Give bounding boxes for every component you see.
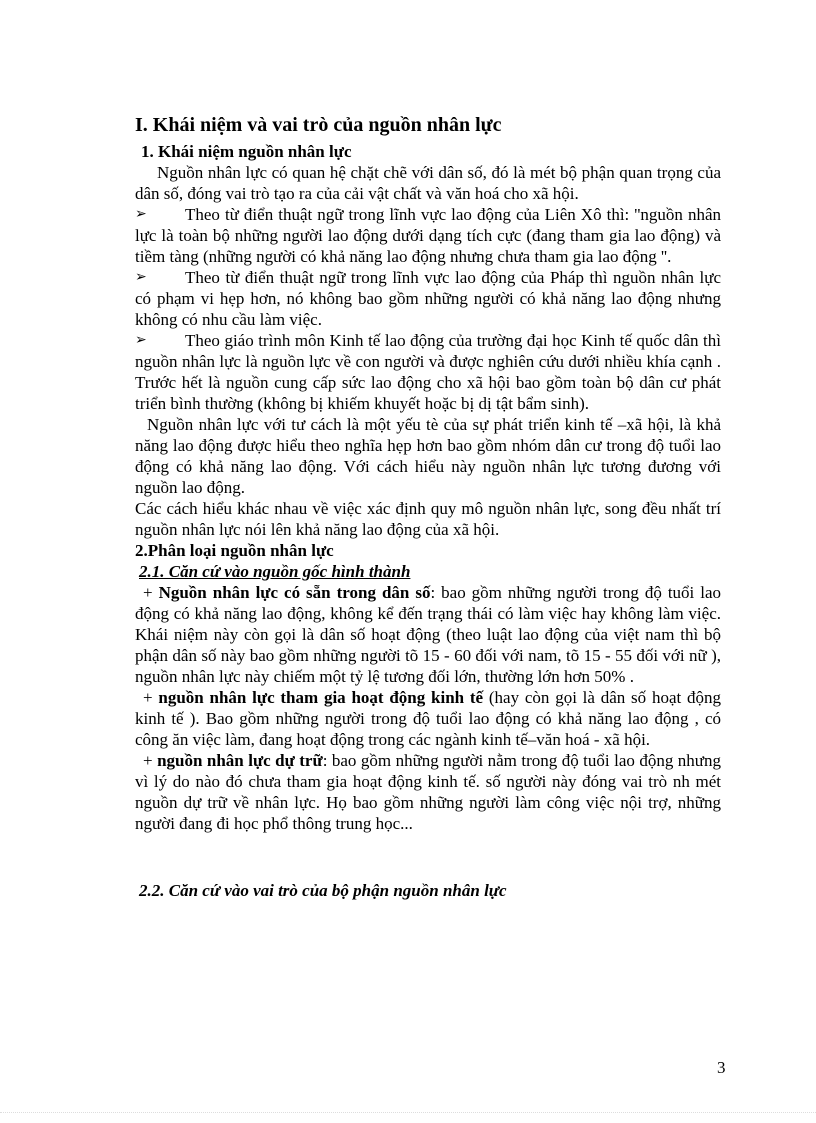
section-2-title: 2.Phân loại nguồn nhân lực: [135, 541, 334, 560]
spacer: [135, 834, 721, 880]
section-1-title: 1. Khái niệm nguồn nhân lực: [141, 142, 352, 161]
item-2-text: (hay còn gọi là dân số hoạt động kinh tế ). Bao gồm những người trong độ tuổi lao động có khả năng lao động , có công ăn việc làm, đang hoạt động trong các ngành kinh tế–văn hoá - xã hội.: [135, 688, 721, 749]
page-number: 3: [717, 1058, 726, 1077]
bullet-item-1: [135, 204, 721, 267]
classification-item-3: [135, 750, 721, 834]
item-3-term: nguồn nhân lực dự trữ: [157, 751, 323, 770]
section-1-paragraph-2: Nguồn nhân lực với tư cách là một yếu tè của sự phát triển kinh tế –xã hội, là khả năng lao động được hiểu theo nghĩa hẹp hơn bao gồm nhóm dân cư trong độ tuổi lao động có khả năng lao động. Với cách hiểu này nguồn nhân lực tương đương với nguồn lao động.: [135, 415, 721, 497]
subsection-2-2-title: 2.2. Căn cứ vào vai trò của bộ phận nguồn nhân lực: [139, 881, 507, 900]
plus-marker: +: [143, 688, 153, 707]
bullet-text-2: Theo từ điển thuật ngữ trong lĩnh vực lao động của Pháp thì nguồn nhân lực có phạm vi hẹp hơn, nó không bao gồm những người có khả năng lao động nhưng không có nhu cầu làm việc.: [135, 268, 721, 329]
section-1-paragraph-3: Các cách hiểu khác nhau về việc xác định quy mô nguồn nhân lực, song đều nhất trí nguồn nhân lực nói lên khả năng lao động của xã hội.: [135, 499, 721, 539]
bullet-text-1: Theo từ điển thuật ngữ trong lĩnh vực lao động của Liên Xô thì: ''nguồn nhân lực là toàn bộ những người lao động dưới dạng tích cực (đang tham gia lao động) và tiềm tàng (những người có khả năng lao động nhưng chưa tham gia lao động ''.: [135, 205, 721, 266]
arrow-bullet-icon: ➢: [135, 207, 147, 222]
bullet-text-3: Theo giáo trình môn Kinh tế lao động của trường đại học Kinh tế quốc dân thì nguồn nhân lực là nguồn lực về con người và được nghiên cứu dưới nhiều khía cạnh . Trước hết là nguồn cung cấp sức lao động cho xã hội bao gồm toàn bộ dân cư phát triển bình thường (không bị khiếm khuyết hoặc bị dị tật bẩm sinh).: [135, 331, 721, 413]
plus-marker: +: [143, 583, 153, 602]
classification-item-1: [135, 582, 721, 687]
section-1-paragraph-1: Nguồn nhân lực có quan hệ chặt chẽ với dân số, đó là mét bộ phận quan trọng của dân số, đóng vai trò tạo ra của cải vật chất và văn hoá cho xã hội.: [135, 163, 721, 203]
bullet-item-2: [135, 267, 721, 330]
page-bottom-divider: [0, 1112, 816, 1113]
main-heading: I. Khái niệm và vai trò của nguồn nhân lực: [135, 114, 502, 136]
item-1-text: : bao gồm những người trong độ tuổi lao động có khả năng lao động, không kể đến trạng thái có làm việc hay không làm việc. Khái niệm này còn gọi là dân số hoạt động (theo luật lao động của việt nam thì bộ phận dân số này bao gồm những người tõ 15 - 60 đối với nam, tõ 15 - 55 đối với nữ ), nguồn nhân lực này chiếm một tỷ lệ tương đối lớn, thường lớn hơn 50% .: [135, 583, 722, 686]
item-1-term: Nguồn nhân lực có sẵn trong dân số: [158, 583, 431, 602]
arrow-bullet-icon: ➢: [135, 270, 147, 285]
subsection-2-1-title: 2.1. Căn cứ vào nguồn gốc hình thành: [139, 562, 411, 581]
page-content: [135, 113, 721, 901]
plus-marker: +: [143, 751, 153, 770]
item-3-text: : bao gồm những người nằm trong độ tuổi lao động nhưng vì lý do nào đó chưa tham gia hoạt động kinh tế. số người này đóng vai trò nh mét nguồn dự trữ về nhân lực. Họ bao gồm những người làm công việc nội trợ, những người đang đi học phổ thông trung học...: [135, 751, 722, 833]
bullet-item-3: [135, 330, 721, 414]
classification-item-2: [135, 687, 721, 750]
arrow-bullet-icon: ➢: [135, 333, 147, 348]
item-2-term: nguồn nhân lực tham gia hoạt động kinh tế: [158, 688, 484, 707]
